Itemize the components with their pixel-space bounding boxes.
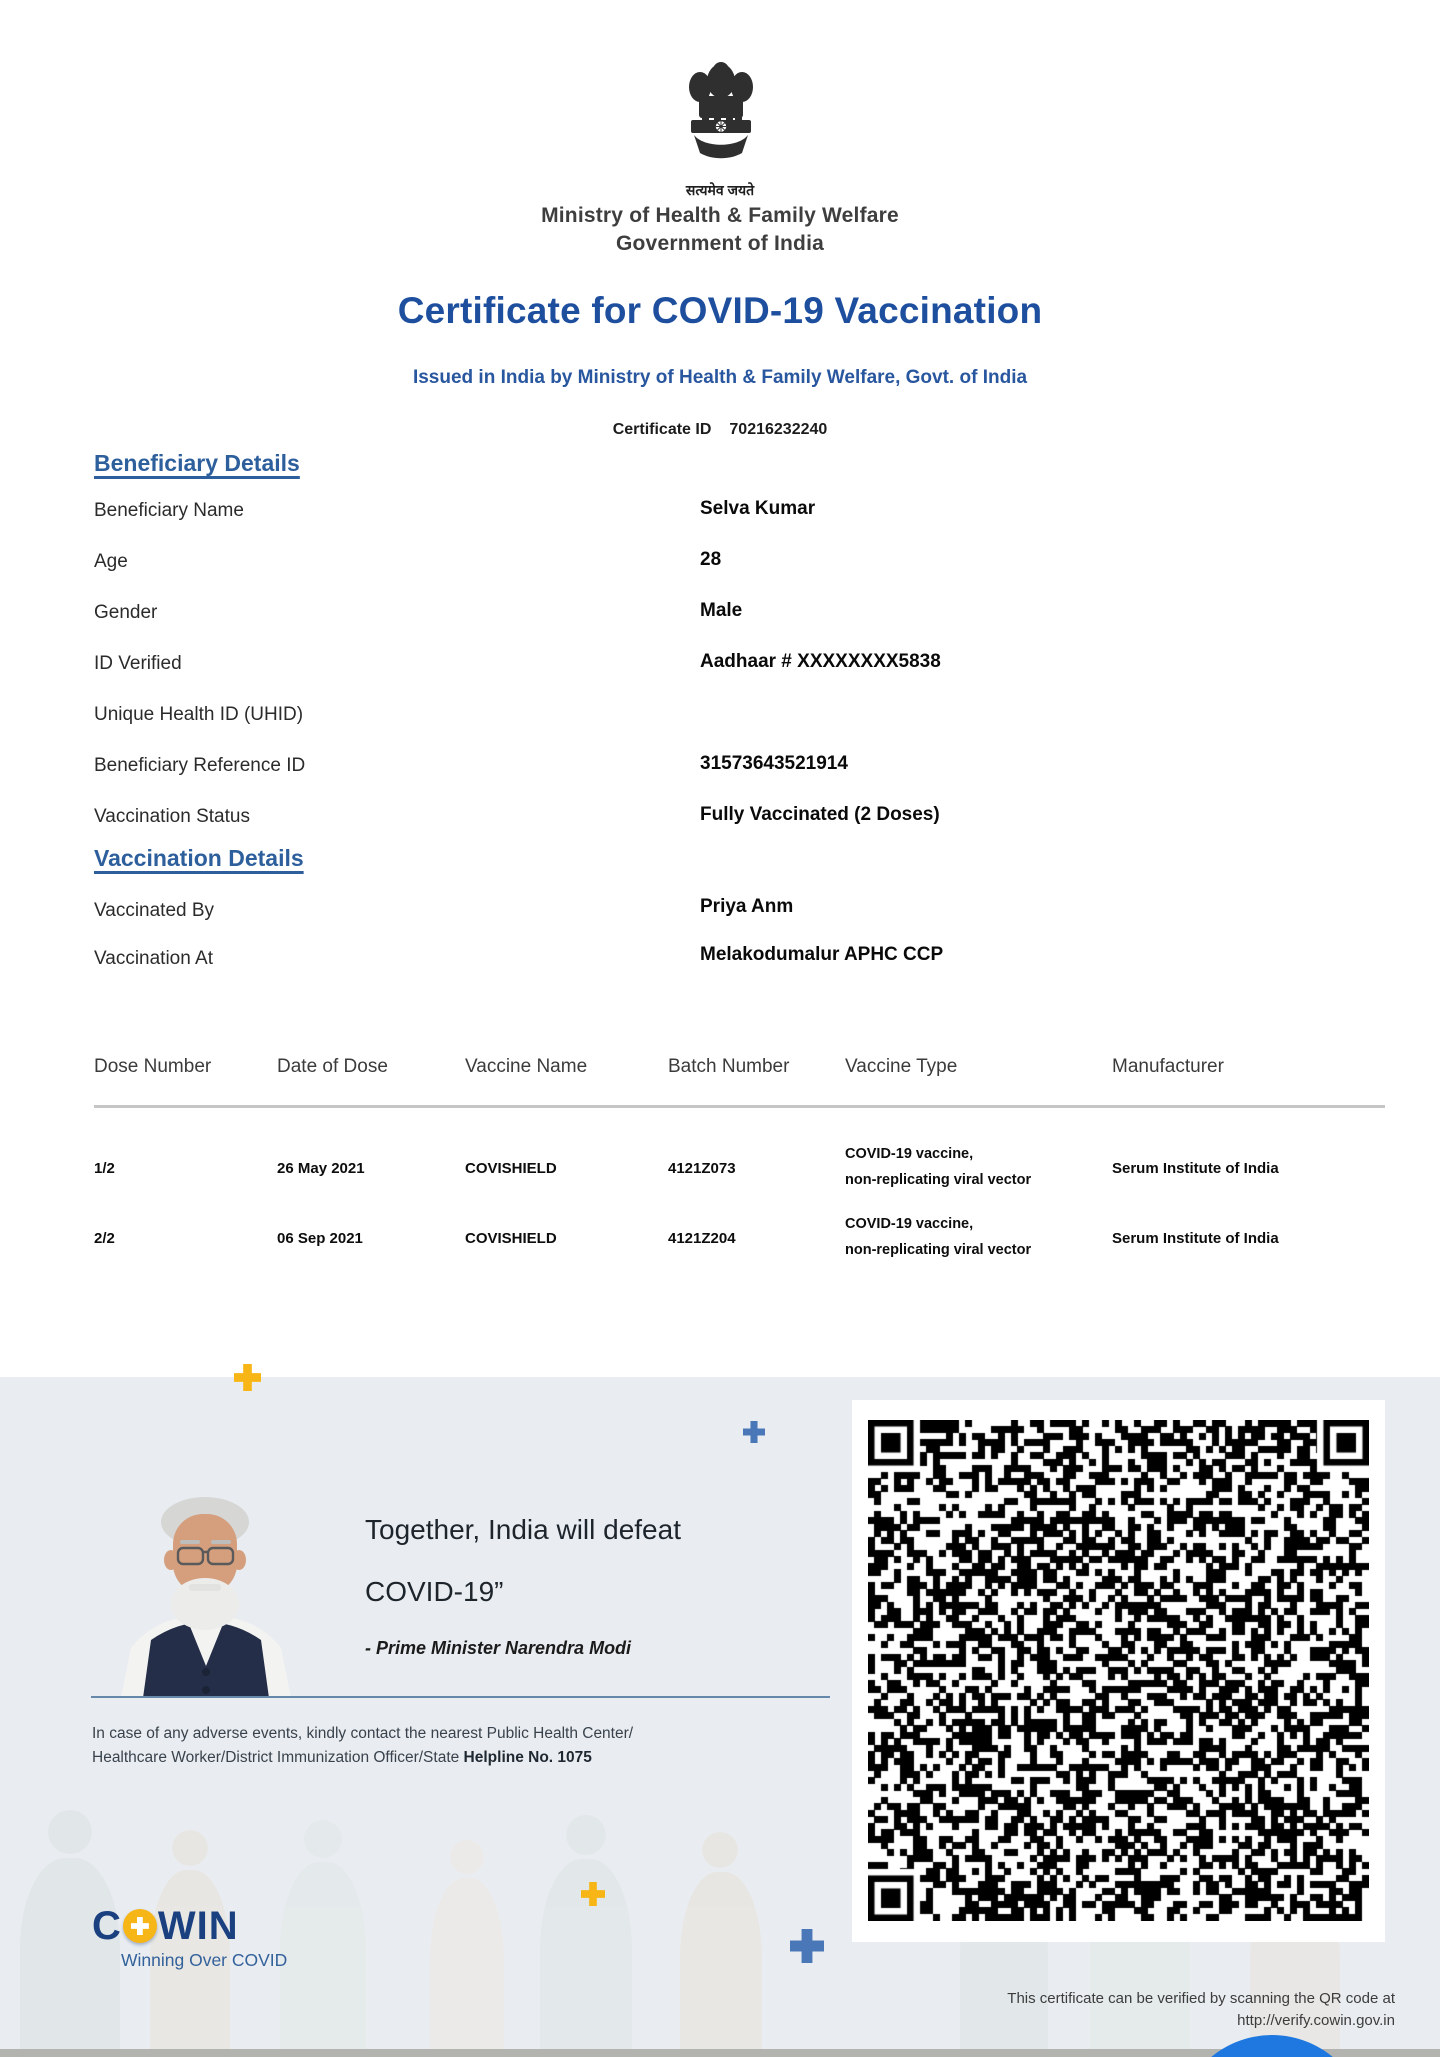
government-line: Government of India: [616, 232, 824, 255]
verify-note: [795, 1988, 1395, 2031]
dose-date-cell: 06 Sep 2021: [277, 1230, 363, 1247]
qr-code-pattern: [868, 1420, 1369, 1921]
helpline-text: [92, 1722, 672, 1769]
certificate-subtitle: Issued in India by Ministry of Health & Family Welfare, Govt. of India: [412, 367, 1028, 388]
cowin-logo-win: WIN: [157, 1903, 239, 1948]
vaccine-name-cell: COVISHIELD: [465, 1160, 557, 1177]
satyameva-jayate-text: सत्यमेव जयते: [685, 182, 755, 198]
field-label: Vaccination Status: [94, 806, 250, 827]
ministry-line: Ministry of Health & Family Welfare: [541, 204, 899, 227]
field-value: Male: [700, 600, 743, 621]
vaccine-type-cell: non-replicating viral vector: [845, 1242, 1032, 1258]
field-label: Vaccinated By: [94, 900, 215, 921]
dose-number-cell: 2/2: [94, 1230, 115, 1247]
field-label: Age: [94, 551, 128, 572]
field-value: Selva Kumar: [700, 498, 816, 519]
certificate-id-label: Certificate ID: [612, 421, 712, 438]
column-header: Date of Dose: [277, 1056, 388, 1077]
banner-divider: [91, 1696, 830, 1698]
field-value: Priya Anm: [700, 896, 794, 917]
manufacturer-cell: Serum Institute of India: [1112, 1160, 1279, 1177]
quote-line: Together, India will defeat: [365, 1514, 681, 1545]
vaccination-details-heading: Vaccination Details: [94, 845, 304, 871]
helpline-line2: Healthcare Worker/District Immunization Officer/State: [92, 1748, 464, 1766]
verify-line1: This certificate can be verified by scanning the QR code at: [1007, 1990, 1395, 2007]
pm-photo: [91, 1488, 320, 1698]
ashoka-emblem-icon: [671, 56, 771, 178]
column-header: Dose Number: [94, 1056, 212, 1077]
vaccine-type-cell: non-replicating viral vector: [845, 1172, 1032, 1188]
beneficiary-details-heading: Beneficiary Details: [94, 450, 300, 476]
verify-url-link[interactable]: http://verify.cowin.gov.in: [1237, 2011, 1395, 2029]
dose-date-cell: 26 May 2021: [277, 1160, 365, 1177]
cowin-logo-c: C: [92, 1903, 122, 1948]
field-value: Fully Vaccinated (2 Doses): [700, 804, 940, 825]
dose-number-cell: 1/2: [94, 1160, 115, 1177]
field-value: 31573643521914: [700, 753, 848, 774]
field-label: Beneficiary Name: [94, 500, 244, 521]
field-label: ID Verified: [94, 653, 182, 674]
field-label: Beneficiary Reference ID: [94, 755, 306, 776]
field-label: Unique Health ID (UHID): [94, 704, 304, 725]
field-value: Aadhaar # XXXXXXXX5838: [700, 651, 941, 672]
certificate-id-value: 70216232240: [729, 421, 828, 438]
helpline-number: Helpline No. 1075: [463, 1748, 592, 1766]
field-value: 28: [700, 549, 722, 570]
vaccine-type-cell: COVID-19 vaccine,: [845, 1216, 974, 1232]
batch-number-cell: 4121Z073: [668, 1160, 736, 1177]
certificate-id: [0, 421, 1440, 439]
column-header: Vaccine Type: [845, 1056, 958, 1077]
column-header: Manufacturer: [1112, 1056, 1224, 1077]
quote-attribution: - Prime Minister Narendra Modi: [365, 1638, 632, 1658]
column-header: Vaccine Name: [465, 1056, 588, 1077]
vaccine-type-cell: COVID-19 vaccine,: [845, 1146, 974, 1162]
cowin-logo: [92, 1903, 239, 1949]
vaccine-name-cell: COVISHIELD: [465, 1230, 557, 1247]
field-value: Melakodumalur APHC CCP: [700, 944, 944, 965]
helpline-line1: In case of any adverse events, kindly contact the nearest Public Health Center/: [92, 1725, 634, 1742]
certificate-title: Certificate for COVID-19 Vaccination: [397, 290, 1043, 331]
manufacturer-cell: Serum Institute of India: [1112, 1230, 1279, 1247]
quote-line: COVID-19”: [365, 1576, 504, 1607]
cowin-plus-icon: [123, 1909, 157, 1943]
cowin-tagline: Winning Over COVID: [121, 1950, 288, 1970]
table-divider: [94, 1105, 1385, 1108]
batch-number-cell: 4121Z204: [668, 1230, 736, 1247]
column-header: Batch Number: [668, 1056, 790, 1077]
field-label: Vaccination At: [94, 948, 214, 969]
qr-code: [852, 1400, 1385, 1942]
field-label: Gender: [94, 602, 158, 623]
